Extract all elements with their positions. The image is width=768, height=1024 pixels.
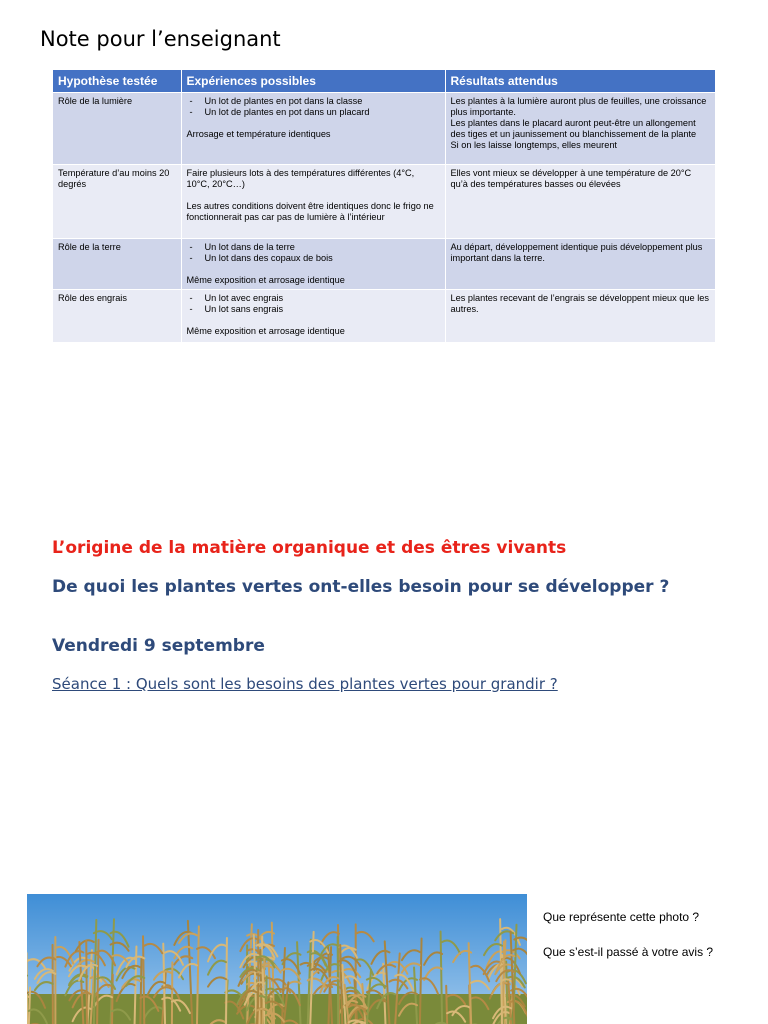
- photo-question-2: Que s’est-il passé à votre avis ?: [543, 945, 714, 959]
- table-row: [53, 290, 715, 342]
- result-line: Les plantes recevant de l’engrais se développent mieux que les autres.: [450, 293, 709, 314]
- hypothesis-cell: Rôle de la terre: [53, 239, 181, 290]
- experiments-cell: [181, 93, 445, 165]
- experiment-item: - Un lot dans de la terre: [187, 242, 440, 253]
- experiment-note: Arrosage et température identiques: [186, 129, 331, 139]
- experiments-cell: [181, 290, 445, 342]
- results-cell: [445, 93, 715, 165]
- lesson-date: Vendredi 9 septembre: [52, 636, 265, 656]
- experiment-item: - Un lot sans engrais: [187, 304, 440, 315]
- hypothesis-cell: Rôle des engrais: [53, 290, 181, 342]
- header-results: Résultats attendus: [445, 70, 715, 93]
- cornfield-photo: [27, 894, 527, 1024]
- experiment-item: - Un lot de plantes en pot dans un placard: [187, 107, 440, 118]
- experiments-cell: [181, 239, 445, 290]
- result-line: Elles vont mieux se développer à une température de 20°C qu’à des températures basses ou élevées: [450, 168, 692, 189]
- result-line: Les plantes dans le placard auront peut-être un allongement des tiges et un jaunissement ou blanchissement de la plante: [450, 118, 697, 139]
- results-cell: [445, 165, 715, 239]
- experiment-item: - Un lot avec engrais: [187, 293, 440, 304]
- hypothesis-table: [53, 70, 716, 342]
- table-row: [53, 165, 715, 239]
- main-question: De quoi les plantes vertes ont-elles besoin pour se développer ?: [52, 577, 670, 597]
- table-row: [53, 93, 715, 165]
- experiment-text: Faire plusieurs lots à des températures différentes (4°C, 10°C, 20°C…): [186, 168, 415, 189]
- section-title: L’origine de la matière organique et des êtres vivants: [52, 538, 567, 558]
- experiment-item: - Un lot de plantes en pot dans la classe: [187, 96, 440, 107]
- result-line: Les plantes à la lumière auront plus de feuilles, une croissance plus importante.: [450, 96, 707, 117]
- experiments-cell: [181, 165, 445, 239]
- photo-question-1: Que représente cette photo ?: [543, 910, 700, 924]
- table-header-row: [53, 70, 715, 93]
- results-cell: [445, 290, 715, 342]
- header-hypothesis: Hypothèse testée: [53, 70, 181, 93]
- hypothesis-cell: Rôle de la lumière: [53, 93, 181, 165]
- result-line: Si on les laisse longtemps, elles meurent: [450, 140, 617, 150]
- experiment-item: - Un lot dans des copaux de bois: [187, 253, 440, 264]
- result-line: Au départ, développement identique puis développement plus important dans la terre.: [450, 242, 703, 263]
- results-cell: [445, 239, 715, 290]
- note-title: Note pour l’enseignant: [40, 27, 281, 51]
- experiment-note: Même exposition et arrosage identique: [186, 326, 345, 336]
- session-link[interactable]: Séance 1 : Quels sont les besoins des plantes vertes pour grandir ?: [52, 675, 558, 693]
- experiment-note: Même exposition et arrosage identique: [186, 275, 345, 285]
- experiment-note: Les autres conditions doivent être identiques donc le frigo ne fonctionnerait pas car pas de lumière à l’intérieur: [186, 201, 434, 222]
- table-row: [53, 239, 715, 290]
- hypothesis-cell: Température d’au moins 20 degrés: [53, 165, 181, 239]
- header-experiments: Expériences possibles: [181, 70, 445, 93]
